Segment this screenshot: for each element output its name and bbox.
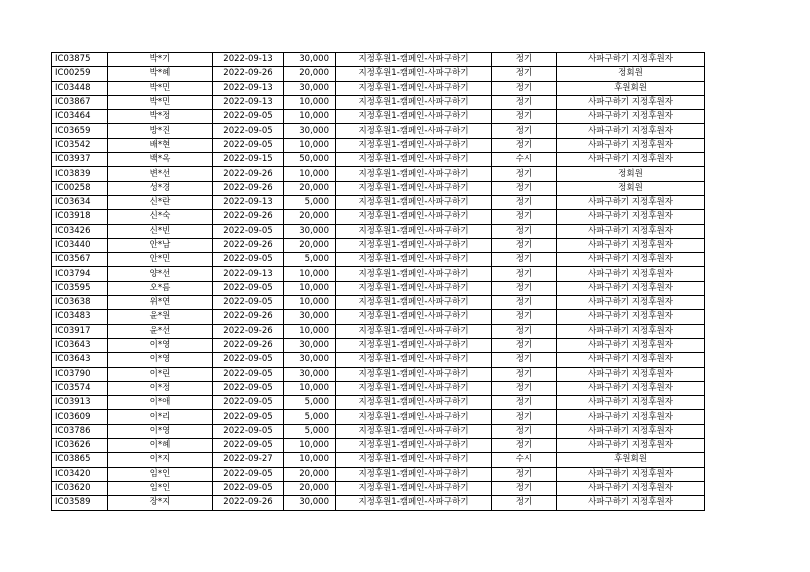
member-category-cell: 사파구하기 지정후원자 bbox=[557, 424, 705, 438]
donor-name-cell: 장*지 bbox=[108, 496, 213, 510]
member-category-cell: 정회원 bbox=[557, 67, 705, 81]
date-cell: 2022-09-15 bbox=[213, 153, 284, 167]
date-cell: 2022-09-13 bbox=[213, 95, 284, 109]
amount-cell: 30,000 bbox=[284, 81, 336, 95]
member-category-cell: 사파구하기 지정후원자 bbox=[557, 467, 705, 481]
campaign-cell: 지정후원1-캠페인-사파구하기 bbox=[336, 496, 492, 510]
donor-id-cell: IC03620 bbox=[52, 481, 108, 495]
payment-type-cell: 정기 bbox=[492, 381, 557, 395]
amount-cell: 5,000 bbox=[284, 195, 336, 209]
donor-id-cell: IC03790 bbox=[52, 367, 108, 381]
date-cell: 2022-09-05 bbox=[213, 124, 284, 138]
donor-id-cell: IC03542 bbox=[52, 138, 108, 152]
member-category-cell: 사파구하기 지정후원자 bbox=[557, 110, 705, 124]
campaign-cell: 지정후원1-캠페인-사파구하기 bbox=[336, 195, 492, 209]
donor-name-cell: 안*민 bbox=[108, 253, 213, 267]
donor-name-cell: 오*름 bbox=[108, 281, 213, 295]
donor-name-cell: 윤*선 bbox=[108, 324, 213, 338]
donor-id-cell: IC03659 bbox=[52, 124, 108, 138]
date-cell: 2022-09-05 bbox=[213, 353, 284, 367]
amount-cell: 30,000 bbox=[284, 310, 336, 324]
date-cell: 2022-09-05 bbox=[213, 224, 284, 238]
member-category-cell: 사파구하기 지정후원자 bbox=[557, 310, 705, 324]
amount-cell: 10,000 bbox=[284, 267, 336, 281]
donor-id-cell: IC03589 bbox=[52, 496, 108, 510]
payment-type-cell: 정기 bbox=[492, 353, 557, 367]
campaign-cell: 지정후원1-캠페인-사파구하기 bbox=[336, 124, 492, 138]
campaign-cell: 지정후원1-캠페인-사파구하기 bbox=[336, 296, 492, 310]
member-category-cell: 사파구하기 지정후원자 bbox=[557, 353, 705, 367]
date-cell: 2022-09-26 bbox=[213, 210, 284, 224]
donor-name-cell: 백*옥 bbox=[108, 153, 213, 167]
donor-name-cell: 박*정 bbox=[108, 110, 213, 124]
table-row bbox=[52, 153, 705, 167]
member-category-cell: 정회원 bbox=[557, 167, 705, 181]
donor-name-cell: 이*지 bbox=[108, 453, 213, 467]
donor-name-cell: 위*연 bbox=[108, 296, 213, 310]
table-row bbox=[52, 310, 705, 324]
member-category-cell: 사파구하기 지정후원자 bbox=[557, 281, 705, 295]
table-row bbox=[52, 53, 705, 67]
payment-type-cell: 정기 bbox=[492, 281, 557, 295]
member-category-cell: 사파구하기 지정후원자 bbox=[557, 53, 705, 67]
donor-name-cell: 신*란 bbox=[108, 195, 213, 209]
donor-name-cell: 방*진 bbox=[108, 124, 213, 138]
payment-type-cell: 정기 bbox=[492, 310, 557, 324]
table-row bbox=[52, 267, 705, 281]
amount-cell: 20,000 bbox=[284, 481, 336, 495]
payment-type-cell: 정기 bbox=[492, 95, 557, 109]
donor-id-cell: IC00259 bbox=[52, 67, 108, 81]
donor-id-cell: IC03609 bbox=[52, 410, 108, 424]
table-row bbox=[52, 367, 705, 381]
payment-type-cell: 정기 bbox=[492, 338, 557, 352]
amount-cell: 10,000 bbox=[284, 324, 336, 338]
campaign-cell: 지정후원1-캠페인-사파구하기 bbox=[336, 153, 492, 167]
donor-name-cell: 변*선 bbox=[108, 167, 213, 181]
campaign-cell: 지정후원1-캠페인-사파구하기 bbox=[336, 324, 492, 338]
campaign-cell: 지정후원1-캠페인-사파구하기 bbox=[336, 353, 492, 367]
campaign-cell: 지정후원1-캠페인-사파구하기 bbox=[336, 138, 492, 152]
donor-name-cell: 박*민 bbox=[108, 81, 213, 95]
donor-id-cell: IC03440 bbox=[52, 238, 108, 252]
table-row bbox=[52, 95, 705, 109]
payment-type-cell: 정기 bbox=[492, 110, 557, 124]
amount-cell: 20,000 bbox=[284, 467, 336, 481]
donor-id-cell: IC03917 bbox=[52, 324, 108, 338]
amount-cell: 20,000 bbox=[284, 181, 336, 195]
donor-name-cell: 이*영 bbox=[108, 353, 213, 367]
campaign-cell: 지정후원1-캠페인-사파구하기 bbox=[336, 281, 492, 295]
member-category-cell: 사파구하기 지정후원자 bbox=[557, 381, 705, 395]
member-category-cell: 사파구하기 지정후원자 bbox=[557, 267, 705, 281]
date-cell: 2022-09-26 bbox=[213, 324, 284, 338]
campaign-cell: 지정후원1-캠페인-사파구하기 bbox=[336, 267, 492, 281]
campaign-cell: 지정후원1-캠페인-사파구하기 bbox=[336, 467, 492, 481]
campaign-cell: 지정후원1-캠페인-사파구하기 bbox=[336, 410, 492, 424]
donor-name-cell: 박*민 bbox=[108, 95, 213, 109]
table-row bbox=[52, 138, 705, 152]
date-cell: 2022-09-26 bbox=[213, 310, 284, 324]
campaign-cell: 지정후원1-캠페인-사파구하기 bbox=[336, 424, 492, 438]
campaign-cell: 지정후원1-캠페인-사파구하기 bbox=[336, 481, 492, 495]
campaign-cell: 지정후원1-캠페인-사파구하기 bbox=[336, 381, 492, 395]
payment-type-cell: 정기 bbox=[492, 396, 557, 410]
member-category-cell: 사파구하기 지정후원자 bbox=[557, 238, 705, 252]
donor-id-cell: IC03448 bbox=[52, 81, 108, 95]
payment-type-cell: 정기 bbox=[492, 195, 557, 209]
amount-cell: 10,000 bbox=[284, 281, 336, 295]
donor-name-cell: 이*리 bbox=[108, 410, 213, 424]
table-row bbox=[52, 110, 705, 124]
table-row bbox=[52, 296, 705, 310]
payment-type-cell: 정기 bbox=[492, 181, 557, 195]
member-category-cell: 사파구하기 지정후원자 bbox=[557, 224, 705, 238]
campaign-cell: 지정후원1-캠페인-사파구하기 bbox=[336, 238, 492, 252]
amount-cell: 5,000 bbox=[284, 410, 336, 424]
date-cell: 2022-09-26 bbox=[213, 238, 284, 252]
campaign-cell: 지정후원1-캠페인-사파구하기 bbox=[336, 224, 492, 238]
donor-id-cell: IC03595 bbox=[52, 281, 108, 295]
date-cell: 2022-09-05 bbox=[213, 367, 284, 381]
payment-type-cell: 정기 bbox=[492, 238, 557, 252]
amount-cell: 10,000 bbox=[284, 381, 336, 395]
table-row bbox=[52, 167, 705, 181]
payment-type-cell: 정기 bbox=[492, 424, 557, 438]
donor-id-cell: IC03567 bbox=[52, 253, 108, 267]
payment-type-cell: 정기 bbox=[492, 496, 557, 510]
amount-cell: 10,000 bbox=[284, 95, 336, 109]
date-cell: 2022-09-13 bbox=[213, 195, 284, 209]
payment-type-cell: 정기 bbox=[492, 124, 557, 138]
member-category-cell: 후원회원 bbox=[557, 81, 705, 95]
amount-cell: 50,000 bbox=[284, 153, 336, 167]
payment-type-cell: 정기 bbox=[492, 267, 557, 281]
table-row bbox=[52, 124, 705, 138]
donor-name-cell: 안*남 bbox=[108, 238, 213, 252]
date-cell: 2022-09-05 bbox=[213, 110, 284, 124]
donor-name-cell: 윤*원 bbox=[108, 310, 213, 324]
date-cell: 2022-09-26 bbox=[213, 181, 284, 195]
table-row bbox=[52, 381, 705, 395]
donor-id-cell: IC03867 bbox=[52, 95, 108, 109]
donor-name-cell: 양*선 bbox=[108, 267, 213, 281]
member-category-cell: 사파구하기 지정후원자 bbox=[557, 396, 705, 410]
campaign-cell: 지정후원1-캠페인-사파구하기 bbox=[336, 439, 492, 453]
amount-cell: 10,000 bbox=[284, 167, 336, 181]
table-row bbox=[52, 439, 705, 453]
amount-cell: 20,000 bbox=[284, 238, 336, 252]
payment-type-cell: 정기 bbox=[492, 224, 557, 238]
donor-id-cell: IC03786 bbox=[52, 424, 108, 438]
payment-type-cell: 정기 bbox=[492, 467, 557, 481]
amount-cell: 10,000 bbox=[284, 110, 336, 124]
date-cell: 2022-09-05 bbox=[213, 281, 284, 295]
donor-id-cell: IC03865 bbox=[52, 453, 108, 467]
payment-type-cell: 정기 bbox=[492, 138, 557, 152]
member-category-cell: 사파구하기 지정후원자 bbox=[557, 138, 705, 152]
amount-cell: 5,000 bbox=[284, 253, 336, 267]
donor-id-cell: IC03913 bbox=[52, 396, 108, 410]
member-category-cell: 사파구하기 지정후원자 bbox=[557, 496, 705, 510]
donor-name-cell: 이*린 bbox=[108, 367, 213, 381]
campaign-cell: 지정후원1-캠페인-사파구하기 bbox=[336, 181, 492, 195]
date-cell: 2022-09-26 bbox=[213, 496, 284, 510]
payment-type-cell: 정기 bbox=[492, 296, 557, 310]
donor-name-cell: 박*기 bbox=[108, 53, 213, 67]
payment-type-cell: 정기 bbox=[492, 324, 557, 338]
campaign-cell: 지정후원1-캠페인-사파구하기 bbox=[336, 167, 492, 181]
donor-table bbox=[51, 52, 705, 511]
table-row bbox=[52, 467, 705, 481]
payment-type-cell: 수시 bbox=[492, 453, 557, 467]
member-category-cell: 사파구하기 지정후원자 bbox=[557, 367, 705, 381]
donor-id-cell: IC03638 bbox=[52, 296, 108, 310]
donor-id-cell: IC03875 bbox=[52, 53, 108, 67]
donor-id-cell: IC03626 bbox=[52, 439, 108, 453]
date-cell: 2022-09-05 bbox=[213, 424, 284, 438]
member-category-cell: 사파구하기 지정후원자 bbox=[557, 439, 705, 453]
donor-name-cell: 이*영 bbox=[108, 424, 213, 438]
amount-cell: 10,000 bbox=[284, 296, 336, 310]
campaign-cell: 지정후원1-캠페인-사파구하기 bbox=[336, 53, 492, 67]
table-row bbox=[52, 396, 705, 410]
campaign-cell: 지정후원1-캠페인-사파구하기 bbox=[336, 367, 492, 381]
donor-name-cell: 이*혜 bbox=[108, 439, 213, 453]
donor-name-cell: 신*숙 bbox=[108, 210, 213, 224]
campaign-cell: 지정후원1-캠페인-사파구하기 bbox=[336, 396, 492, 410]
amount-cell: 10,000 bbox=[284, 138, 336, 152]
donor-id-cell: IC03634 bbox=[52, 195, 108, 209]
campaign-cell: 지정후원1-캠페인-사파구하기 bbox=[336, 253, 492, 267]
table-row bbox=[52, 424, 705, 438]
amount-cell: 20,000 bbox=[284, 67, 336, 81]
date-cell: 2022-09-13 bbox=[213, 53, 284, 67]
donor-id-cell: IC03483 bbox=[52, 310, 108, 324]
member-category-cell: 사파구하기 지정후원자 bbox=[557, 124, 705, 138]
donor-id-cell: IC03839 bbox=[52, 167, 108, 181]
donor-name-cell: 이*애 bbox=[108, 396, 213, 410]
donor-name-cell: 배*현 bbox=[108, 138, 213, 152]
table-row bbox=[52, 181, 705, 195]
donor-name-cell: 이*영 bbox=[108, 338, 213, 352]
campaign-cell: 지정후원1-캠페인-사파구하기 bbox=[336, 310, 492, 324]
payment-type-cell: 정기 bbox=[492, 410, 557, 424]
table-row bbox=[52, 210, 705, 224]
table-row bbox=[52, 281, 705, 295]
payment-type-cell: 정기 bbox=[492, 481, 557, 495]
date-cell: 2022-09-05 bbox=[213, 396, 284, 410]
payment-type-cell: 정기 bbox=[492, 53, 557, 67]
amount-cell: 30,000 bbox=[284, 53, 336, 67]
donor-id-cell: IC03918 bbox=[52, 210, 108, 224]
member-category-cell: 사파구하기 지정후원자 bbox=[557, 410, 705, 424]
payment-type-cell: 정기 bbox=[492, 253, 557, 267]
amount-cell: 30,000 bbox=[284, 124, 336, 138]
campaign-cell: 지정후원1-캠페인-사파구하기 bbox=[336, 210, 492, 224]
campaign-cell: 지정후원1-캠페인-사파구하기 bbox=[336, 338, 492, 352]
amount-cell: 30,000 bbox=[284, 367, 336, 381]
member-category-cell: 사파구하기 지정후원자 bbox=[557, 324, 705, 338]
member-category-cell: 후원회원 bbox=[557, 453, 705, 467]
member-category-cell: 사파구하기 지정후원자 bbox=[557, 296, 705, 310]
amount-cell: 20,000 bbox=[284, 210, 336, 224]
donor-id-cell: IC00258 bbox=[52, 181, 108, 195]
member-category-cell: 사파구하기 지정후원자 bbox=[557, 153, 705, 167]
table-row bbox=[52, 224, 705, 238]
date-cell: 2022-09-05 bbox=[213, 410, 284, 424]
date-cell: 2022-09-05 bbox=[213, 439, 284, 453]
amount-cell: 5,000 bbox=[284, 396, 336, 410]
payment-type-cell: 수시 bbox=[492, 153, 557, 167]
table-row bbox=[52, 195, 705, 209]
payment-type-cell: 정기 bbox=[492, 210, 557, 224]
donor-id-cell: IC03420 bbox=[52, 467, 108, 481]
date-cell: 2022-09-26 bbox=[213, 67, 284, 81]
donor-name-cell: 신*빈 bbox=[108, 224, 213, 238]
date-cell: 2022-09-05 bbox=[213, 253, 284, 267]
donor-id-cell: IC03464 bbox=[52, 110, 108, 124]
amount-cell: 30,000 bbox=[284, 224, 336, 238]
payment-type-cell: 정기 bbox=[492, 81, 557, 95]
table-body bbox=[52, 53, 705, 511]
date-cell: 2022-09-05 bbox=[213, 467, 284, 481]
table-row bbox=[52, 496, 705, 510]
donor-id-cell: IC03426 bbox=[52, 224, 108, 238]
member-category-cell: 사파구하기 지정후원자 bbox=[557, 253, 705, 267]
table-row bbox=[52, 238, 705, 252]
payment-type-cell: 정기 bbox=[492, 67, 557, 81]
campaign-cell: 지정후원1-캠페인-사파구하기 bbox=[336, 453, 492, 467]
table-row bbox=[52, 338, 705, 352]
table-row bbox=[52, 253, 705, 267]
table-row bbox=[52, 81, 705, 95]
table-row bbox=[52, 353, 705, 367]
donor-id-cell: IC03643 bbox=[52, 353, 108, 367]
date-cell: 2022-09-26 bbox=[213, 338, 284, 352]
amount-cell: 5,000 bbox=[284, 424, 336, 438]
amount-cell: 10,000 bbox=[284, 453, 336, 467]
donor-name-cell: 성*경 bbox=[108, 181, 213, 195]
amount-cell: 30,000 bbox=[284, 353, 336, 367]
member-category-cell: 사파구하기 지정후원자 bbox=[557, 481, 705, 495]
date-cell: 2022-09-27 bbox=[213, 453, 284, 467]
donor-name-cell: 이*정 bbox=[108, 381, 213, 395]
payment-type-cell: 정기 bbox=[492, 439, 557, 453]
payment-type-cell: 정기 bbox=[492, 167, 557, 181]
campaign-cell: 지정후원1-캠페인-사파구하기 bbox=[336, 110, 492, 124]
table-row bbox=[52, 324, 705, 338]
member-category-cell: 사파구하기 지정후원자 bbox=[557, 195, 705, 209]
donor-name-cell: 임*인 bbox=[108, 481, 213, 495]
date-cell: 2022-09-05 bbox=[213, 481, 284, 495]
campaign-cell: 지정후원1-캠페인-사파구하기 bbox=[336, 81, 492, 95]
date-cell: 2022-09-05 bbox=[213, 381, 284, 395]
donor-id-cell: IC03937 bbox=[52, 153, 108, 167]
donor-id-cell: IC03794 bbox=[52, 267, 108, 281]
date-cell: 2022-09-05 bbox=[213, 138, 284, 152]
campaign-cell: 지정후원1-캠페인-사파구하기 bbox=[336, 67, 492, 81]
amount-cell: 30,000 bbox=[284, 338, 336, 352]
payment-type-cell: 정기 bbox=[492, 367, 557, 381]
date-cell: 2022-09-26 bbox=[213, 167, 284, 181]
member-category-cell: 사파구하기 지정후원자 bbox=[557, 338, 705, 352]
date-cell: 2022-09-13 bbox=[213, 81, 284, 95]
table-row bbox=[52, 410, 705, 424]
member-category-cell: 사파구하기 지정후원자 bbox=[557, 210, 705, 224]
amount-cell: 10,000 bbox=[284, 439, 336, 453]
donor-name-cell: 박*혜 bbox=[108, 67, 213, 81]
table-row bbox=[52, 67, 705, 81]
date-cell: 2022-09-13 bbox=[213, 267, 284, 281]
date-cell: 2022-09-05 bbox=[213, 296, 284, 310]
table-row bbox=[52, 481, 705, 495]
member-category-cell: 정회원 bbox=[557, 181, 705, 195]
donor-id-cell: IC03574 bbox=[52, 381, 108, 395]
amount-cell: 30,000 bbox=[284, 496, 336, 510]
donor-name-cell: 임*인 bbox=[108, 467, 213, 481]
table-row bbox=[52, 453, 705, 467]
member-category-cell: 사파구하기 지정후원자 bbox=[557, 95, 705, 109]
campaign-cell: 지정후원1-캠페인-사파구하기 bbox=[336, 95, 492, 109]
donor-id-cell: IC03643 bbox=[52, 338, 108, 352]
